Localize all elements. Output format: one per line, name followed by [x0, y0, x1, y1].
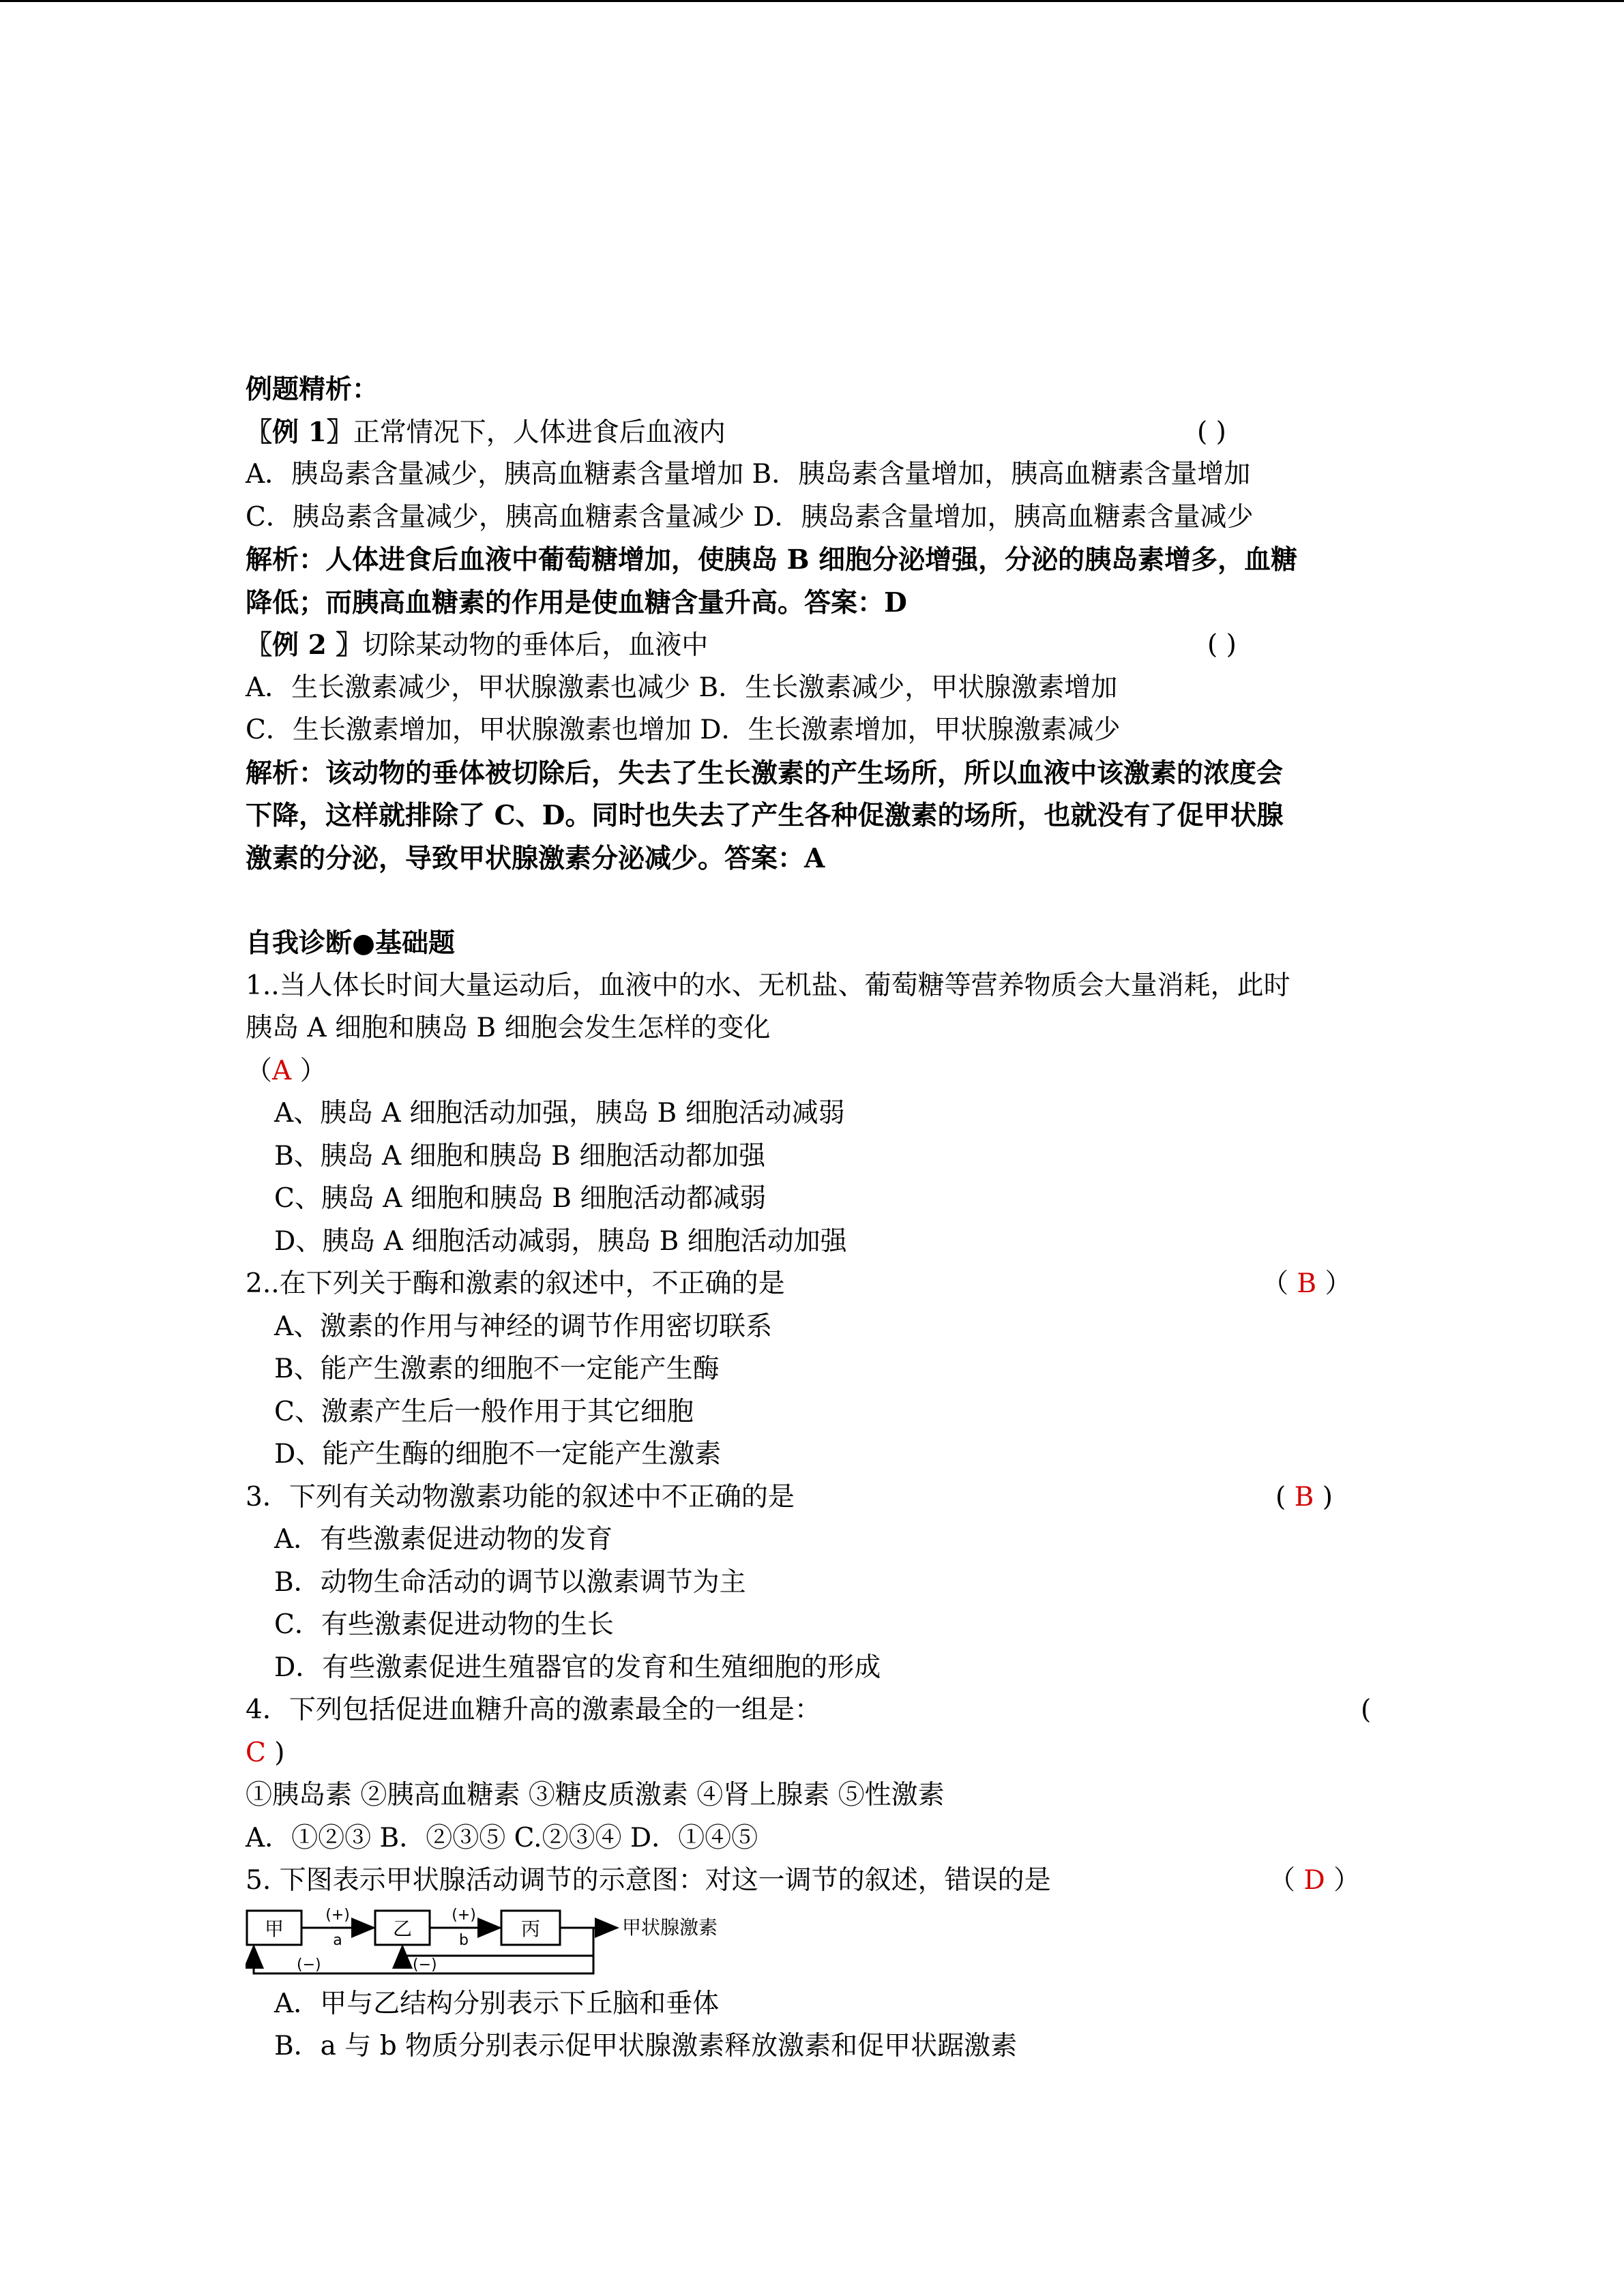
question-5-option-a: A．甲与乙结构分别表示下丘脑和垂体	[274, 1988, 720, 2019]
question-1-answer-line	[246, 1050, 1378, 1093]
label-b: b	[459, 1931, 469, 1949]
question-3-paren-open: (	[1275, 1481, 1295, 1512]
question-4-paren-close: )	[265, 1737, 285, 1768]
question-5-paren-close: ）	[1325, 1865, 1361, 1896]
question-2-option-b: B、能产生激素的细胞不一定能产生酶	[274, 1354, 720, 1384]
question-4-stem	[246, 1689, 1378, 1732]
example-2-options-cd: C．生长激素增加，甲状腺激素也增加 D．生长激素增加，甲状腺激素减少	[246, 715, 1121, 745]
example-2-question: 切除某动物的垂体后，血液中	[362, 630, 709, 661]
example-1-question: 正常情况下，人体进食后血液内	[353, 417, 726, 448]
question-1-option-a: A、胰岛 A 细胞活动加强，胰岛 B 细胞活动减弱	[274, 1098, 845, 1129]
example-2-answer-paren: ( )	[1207, 629, 1237, 660]
question-2-answer-paren	[1262, 1263, 1351, 1306]
minus-label-2: (−)	[413, 1956, 437, 1973]
question-3-option-d: D．有些激素促进生殖器官的发育和生殖细胞的形成	[274, 1652, 881, 1683]
example-2-tag: 〖例 2 〗	[246, 629, 363, 661]
question-4-items: ①胰岛素 ②胰高血糖素 ③糖皮质激素 ④肾上腺素 ⑤性激素	[246, 1780, 945, 1810]
example-1-options-cd: C．胰岛素含量减少，胰高血糖素含量减少 D．胰岛素含量增加，胰高血糖素含量减少	[246, 501, 1254, 533]
question-2-option-c: C、激素产生后一般作用于其它细胞	[274, 1396, 694, 1427]
example-1-analysis-line-2: 降低；而胰高血糖素的作用是使血糖含量升高。答案：D	[246, 586, 907, 618]
output-label: 甲状腺激素	[622, 1915, 718, 1939]
question-2-option-a: A、激素的作用与神经的调节作用密切联系	[274, 1311, 773, 1342]
question-3-text: 3．下列有关动物激素功能的叙述中不正确的是	[246, 1481, 795, 1512]
question-2-stem	[246, 1263, 1378, 1306]
example-1-answer-paren: ( )	[1197, 416, 1226, 447]
section-spacer	[246, 880, 1378, 922]
question-3-option-c: C．有些激素促进动物的生长	[274, 1609, 614, 1640]
question-3-option-a: A．有些激素促进动物的发育	[274, 1524, 613, 1555]
example-1-tag: 〖例 1〗	[246, 416, 353, 448]
question-1-stem-line-1: 1..当人体长时间大量运动后，血液中的水、无机盐、葡萄糖等营养物质会大量消耗，此时	[246, 970, 1290, 1001]
feedback-line-to-yi	[402, 1946, 593, 1956]
example-2-options-ab: A．生长激素减少，甲状腺激素也减少 B．生长激素减少，甲状腺激素增加	[246, 672, 1118, 703]
question-2-answer: B	[1297, 1268, 1317, 1299]
box-jia-label: 甲	[264, 1917, 284, 1940]
example-1-options-ab: A．胰岛素含量减少，胰高血糖素含量增加 B．胰岛素含量增加，胰高血糖素含量增加	[246, 459, 1251, 490]
example-1-analysis-line-1: 解析：人体进食后血液中葡萄糖增加，使胰岛 B 细胞分泌增强，分泌的胰岛素增多，血糖	[246, 544, 1298, 576]
question-3-option-b: B．动物生命活动的调节以激素调节为主	[274, 1566, 746, 1598]
question-1-paren-close: ）	[291, 1055, 327, 1086]
plus-label-1: (+)	[325, 1906, 350, 1924]
question-1-paren-open: （	[246, 1055, 273, 1086]
document-body	[246, 368, 1378, 2068]
question-1-stem-line-2: 胰岛 A 细胞和胰岛 B 细胞会发生怎样的变化	[246, 1013, 771, 1043]
page-top-border	[0, 0, 1624, 2]
question-4-paren-open: (	[1361, 1695, 1372, 1725]
box-bing-label: 丙	[520, 1917, 541, 1940]
question-1-option-d: D、胰岛 A 细胞活动减弱，胰岛 B 细胞活动加强	[274, 1225, 847, 1257]
minus-label-1: (−)	[297, 1956, 321, 1973]
question-3-answer: B	[1294, 1481, 1314, 1512]
question-3-stem	[246, 1476, 1378, 1519]
question-5-answer-paren	[1269, 1860, 1360, 1903]
question-5-stem	[246, 1860, 1378, 1903]
box-yi-label: 乙	[392, 1917, 413, 1940]
question-1-answer: A	[272, 1055, 292, 1086]
question-4-answer: C	[246, 1737, 266, 1768]
question-2-text: 2..在下列关于酶和激素的叙述中，不正确的是	[246, 1268, 785, 1299]
label-a: a	[333, 1931, 342, 1949]
question-2-paren-close: ）	[1316, 1268, 1352, 1299]
question-1-option-c: C、胰岛 A 细胞和胰岛 B 细胞活动都减弱	[274, 1183, 767, 1214]
example-2-analysis-line-3: 激素的分泌，导致甲状腺激素分泌减少。答案：A	[246, 842, 825, 874]
example-2-analysis-line-1: 解析：该动物的垂体被切除后，失去了生长激素的产生场所，所以血液中该激素的浓度会	[246, 757, 1284, 789]
question-5-text: 5. 下图表示甲状腺活动调节的示意图：对这一调节的叙述，错误的是	[246, 1865, 1051, 1896]
question-3-paren-close: )	[1314, 1481, 1333, 1512]
question-5-paren-open: （	[1269, 1865, 1304, 1896]
example-1-stem	[246, 411, 1378, 454]
question-1-option-b: B、胰岛 A 细胞和胰岛 B 细胞活动都加强	[274, 1140, 766, 1172]
example-2-stem	[246, 624, 1378, 667]
question-4-options: A．①②③ B．②③⑤ C.②③④ D．①④⑤	[246, 1822, 758, 1853]
question-2-option-d: D、能产生酶的细胞不一定能产生激素	[274, 1439, 722, 1470]
question-2-paren-open: （	[1262, 1268, 1297, 1299]
question-4-text: 4．下列包括促进血糖升高的激素最全的一组是：	[246, 1695, 821, 1725]
thyroid-regulation-diagram	[246, 1903, 1378, 1983]
examples-heading: 例题精析：	[246, 374, 379, 405]
plus-label-2: (+)	[452, 1906, 476, 1924]
question-4-answer-line	[246, 1732, 1378, 1775]
example-2-analysis-line-2: 下降，这样就排除了 C、D。同时也失去了产生各种促激素的场所，也就没有了促甲状腺	[246, 800, 1284, 831]
question-3-answer-paren	[1275, 1476, 1333, 1519]
question-5-answer: D	[1303, 1865, 1325, 1896]
question-5-option-b: B．a 与 b 物质分别表示促甲状腺激素释放激素和促甲状踞激素	[274, 2031, 1018, 2061]
self-test-heading: 自我诊断●基础题	[246, 927, 456, 959]
